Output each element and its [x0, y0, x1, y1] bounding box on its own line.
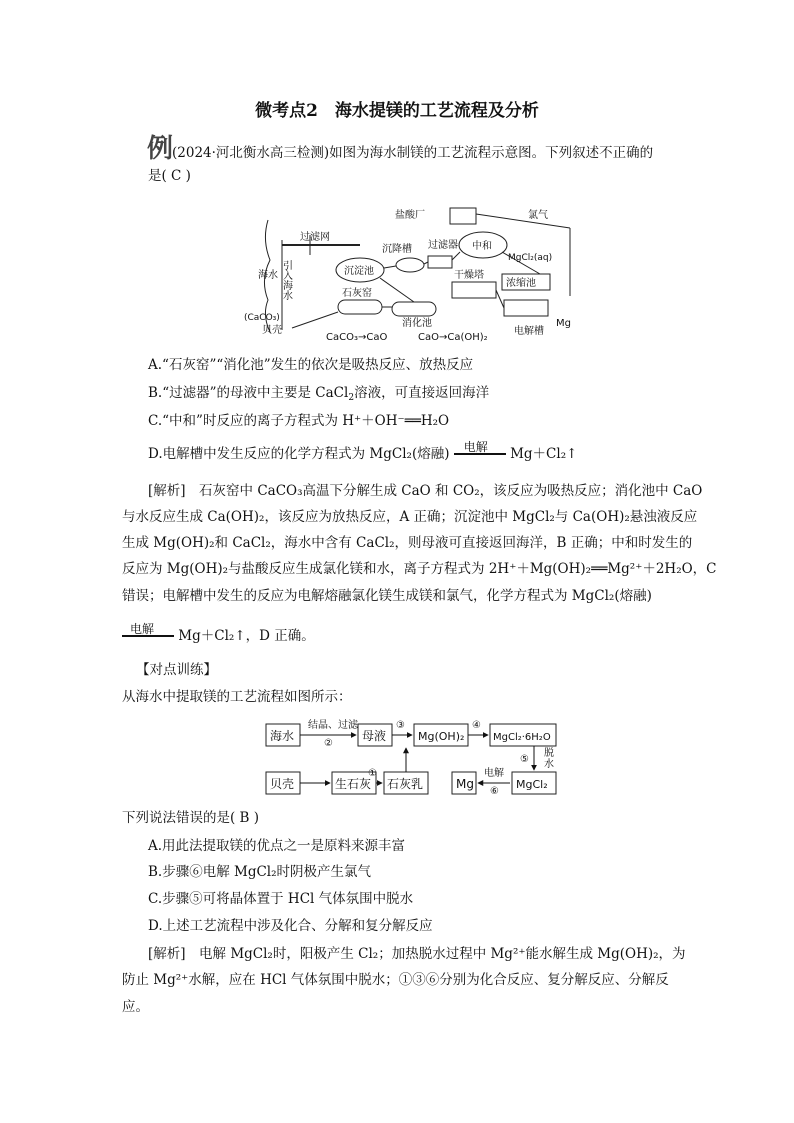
fig-zhonghe: 中和: [472, 241, 492, 252]
example-option-b: B.“过滤器”的母液中主要是 CaCl$_2$溶液，可直接返回海洋: [148, 385, 490, 403]
optD-post: Mg＋Cl₂↑: [510, 446, 578, 462]
fig-chendianchi: 沉淀池: [344, 266, 374, 277]
flow-3: [452, 252, 460, 260]
training-analysis-line2: 防止 Mg²⁺水解，应在 HCl 气体氛围中脱水；①③⑥分别为化合反应、复分解反应、分解反: [122, 972, 669, 988]
electrolysis-cell: [504, 300, 548, 316]
fig-yansuanchang: 盐酸厂: [395, 210, 425, 221]
fc-tuo: 脱: [544, 748, 554, 759]
fig-guolvqi: 过滤器: [428, 240, 458, 251]
training-intro: 从海水中提取镁的工艺流程如图所示：: [122, 689, 352, 705]
fc-s1: ①: [368, 768, 377, 779]
fig-caco3: (CaCO₃): [244, 313, 280, 323]
fc-mgcl2h2o: MgCl₂·6H₂O: [493, 732, 551, 743]
training-option-d: D.上述工艺流程中涉及化合、分解和复分解反应: [148, 918, 433, 934]
flow-1: [384, 266, 396, 268]
settling-tank: [396, 258, 424, 272]
fig-ganzaota: 干燥塔: [454, 270, 484, 281]
training-heading: 【对点训练】: [136, 662, 217, 678]
training-option-a: A.用此法提取镁的优点之一是原料来源丰富: [148, 838, 406, 854]
fc-jiejing: 结晶、过滤: [308, 720, 358, 731]
example-analysis-line1: [解析] 石灰窑中 CaCO₃高温下分解生成 CaO 和 CO₂，该反应为吸热反应；消化池中 CaO: [148, 483, 703, 499]
section-title: 微考点2 海水提镁的工艺流程及分析: [255, 101, 539, 121]
fig-lvqi: 氯气: [528, 210, 548, 221]
optB-pre: B.“过滤器”的母液中主要是 CaCl: [148, 385, 349, 401]
limewater-line: [380, 278, 414, 302]
example-analysis-line4: 反应为 Mg(OH)₂与盐酸反应生成氯化镁和水，离子方程式为 2H⁺＋Mg(OH)₂══Mg²⁺＋2H₂O，C: [122, 561, 717, 577]
fig-yinru: 引入海水: [280, 260, 292, 300]
fc-mgoh2: Mg(OH)₂: [418, 730, 465, 743]
fc-s4: ④: [472, 720, 481, 731]
fig-beike: 贝壳: [262, 325, 282, 336]
example-analysis-line5: 错误；电解槽中发生的反应为电解熔融氯化镁生成镁和氯气，化学方程式为 MgCl₂(熔融): [122, 588, 652, 604]
example-analysis-line3: 生成 Mg(OH)₂和 CaCl₂，海水中含有 CaCl₂，则母液可直接返回海洋，B 正确；中和时发生的: [122, 535, 693, 551]
shell-feed: [292, 312, 338, 328]
fig-chenjiangcao: 沉降槽: [382, 244, 412, 255]
fc-haishui: 海水: [270, 729, 295, 743]
training-option-b: B.步骤⑥电解 MgCl₂时阴极产生氯气: [148, 864, 372, 880]
hcl-plant: [450, 208, 476, 224]
flow-2: [424, 262, 428, 264]
fig-mg: Mg: [556, 318, 571, 329]
fc-s2: ②: [324, 738, 333, 749]
fc-muye: 母液: [362, 729, 387, 743]
slaking-pool: [392, 302, 436, 316]
training-analysis-line3: 应。: [122, 999, 149, 1015]
example-option-c: C.“中和”时反应的离子方程式为 H⁺＋OH⁻══H₂O: [148, 413, 450, 429]
fc-s5: ⑤: [520, 754, 529, 765]
example-stem-line1: (2024·河北衡水高三检测)如图为海水制镁的工艺流程示意图。下列叙述不正确的: [172, 145, 654, 161]
fig-eq2: CaO→Ca(OH)₂: [418, 332, 488, 343]
training-option-c: C.步骤⑤可将晶体置于 HCl 气体氛围中脱水: [148, 891, 414, 907]
optD-pre: D.电解槽中发生反应的化学方程式为 MgCl₂(熔融): [148, 446, 450, 462]
example-stem-line2: 是( C ): [148, 168, 191, 184]
fc-mg: Mg: [456, 777, 474, 791]
training-analysis-line1: [解析] 电解 MgCl₂时，阳极产生 Cl₂；加热脱水过程中 Mg²⁺能水解生成 Mg(OH)₂，为: [148, 946, 686, 962]
fig-dianjiecao: 电解槽: [514, 326, 544, 337]
fc-s6: ⑥: [490, 786, 499, 797]
fc-shenghuihui: 生石灰: [335, 777, 372, 791]
lime-kiln: [338, 300, 382, 314]
example-marker: 例: [147, 134, 174, 164]
training-flow-chart: [258, 714, 570, 802]
optB-post: 溶液，可直接返回海洋: [354, 385, 490, 401]
training-question: 下列说法错误的是( B ): [122, 810, 260, 826]
fig-eq1: CaCO₃→CaO: [326, 332, 388, 343]
fc-shui: 水: [544, 759, 554, 770]
fig-haishui-1: 海水: [258, 270, 278, 281]
fig-shihuiyao: 石灰窑: [342, 288, 372, 299]
electrolysis-condition-2: 电解: [122, 635, 174, 640]
fc-mgcl2: MgCl₂: [516, 778, 548, 791]
fig-nongsuochi: 浓缩池: [506, 278, 536, 289]
fc-shihuiru: 石灰乳: [387, 777, 424, 791]
flow-5: [496, 290, 504, 308]
example-analysis-line2: 与水反应生成 Ca(OH)₂，该反应为放热反应，A 正确；沉淀池中 MgCl₂与 Ca(OH)₂悬浊液反应: [122, 509, 698, 525]
fig-guolvwang: 过滤网: [300, 232, 330, 243]
chlorine-line: [476, 214, 570, 228]
example-option-a: A.“石灰窑”“消化池”发生的依次是吸热反应、放热反应: [148, 357, 474, 373]
example-option-d: [148, 440, 578, 464]
fig-mgcl2aq: MgCl₂(aq): [508, 253, 553, 263]
fc-beike: 贝壳: [270, 777, 295, 791]
fc-dianjie: 电解: [484, 768, 504, 779]
electrolysis-condition: 电解: [454, 453, 506, 458]
fc-s3: ③: [396, 720, 405, 731]
drying-tower: [452, 282, 496, 298]
seawater-mg-process-figure: [240, 200, 585, 348]
fig-xiaohuachi: 消化池: [402, 318, 432, 329]
filter-unit: [428, 256, 452, 268]
example-analysis-line6: 电解 Mg＋Cl₂↑，D 正确。: [122, 626, 315, 646]
